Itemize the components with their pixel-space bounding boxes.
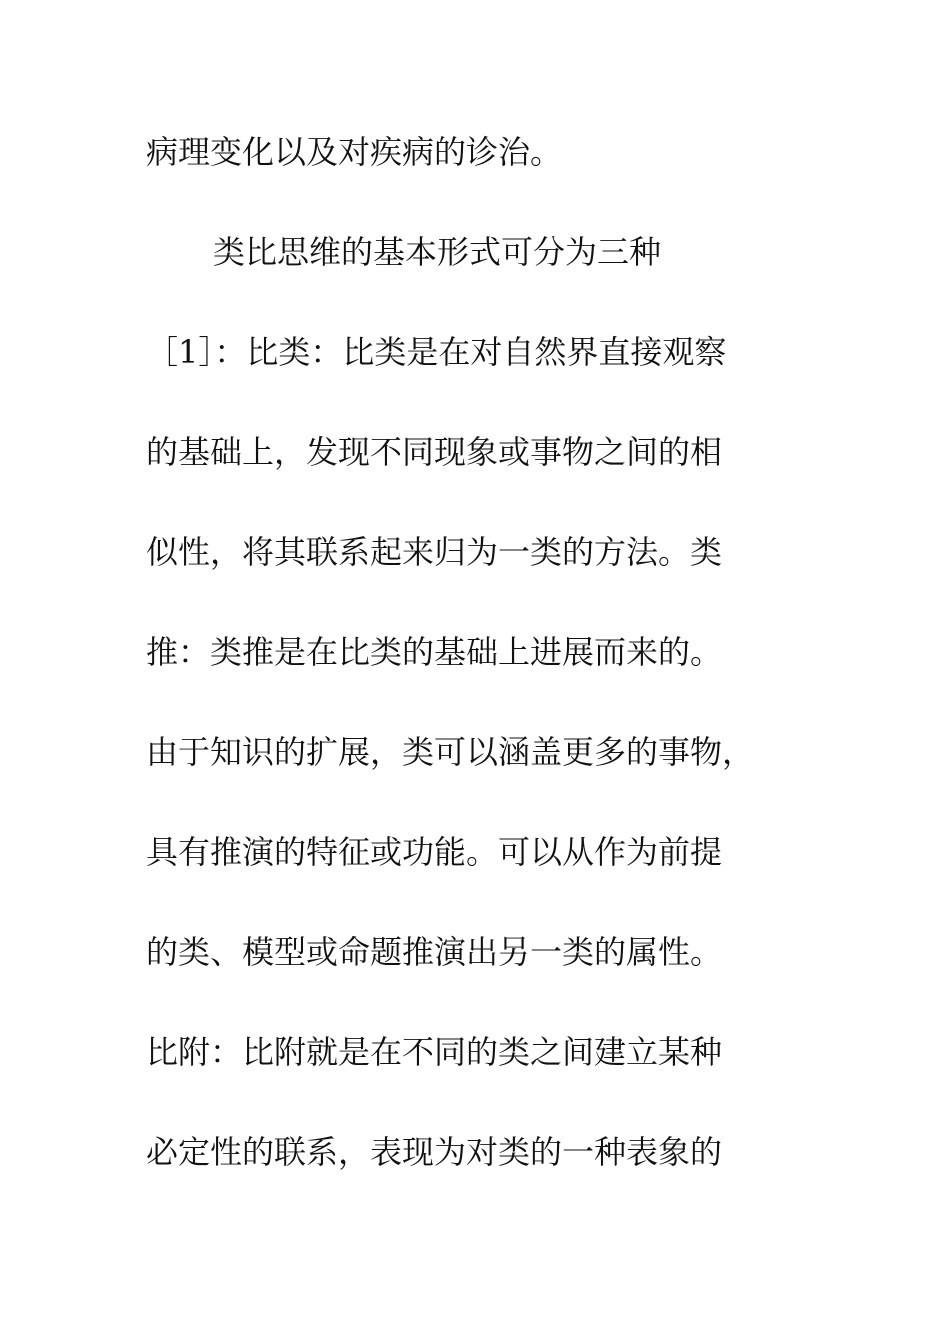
text-line: ［1］：比类：比类是在对自然界直接观察 [146,333,727,371]
text-line: 病理变化以及对疾病的诊治。 [146,133,563,171]
text-line: 的基础上，发现不同现象或事物之间的相 [146,433,723,471]
text-line: 由于知识的扩展，类可以涵盖更多的事物， [146,733,755,771]
text-line: 必定性的联系，表现为对类的一种表象的 [146,1133,723,1171]
text-line: 类比思维的基本形式可分为三种 [213,233,662,271]
text-line: 比附：比附就是在不同的类之间建立某种 [146,1033,723,1071]
text-line: 似性，将其联系起来归为一类的方法。类 [146,533,723,571]
text-line: 推：类推是在比类的基础上进展而来的。 [146,633,723,671]
text-line: 具有推演的特征或功能。可以从作为前提 [146,833,723,871]
text-line: 的类、模型或命题推演出另一类的属性。 [146,933,723,971]
